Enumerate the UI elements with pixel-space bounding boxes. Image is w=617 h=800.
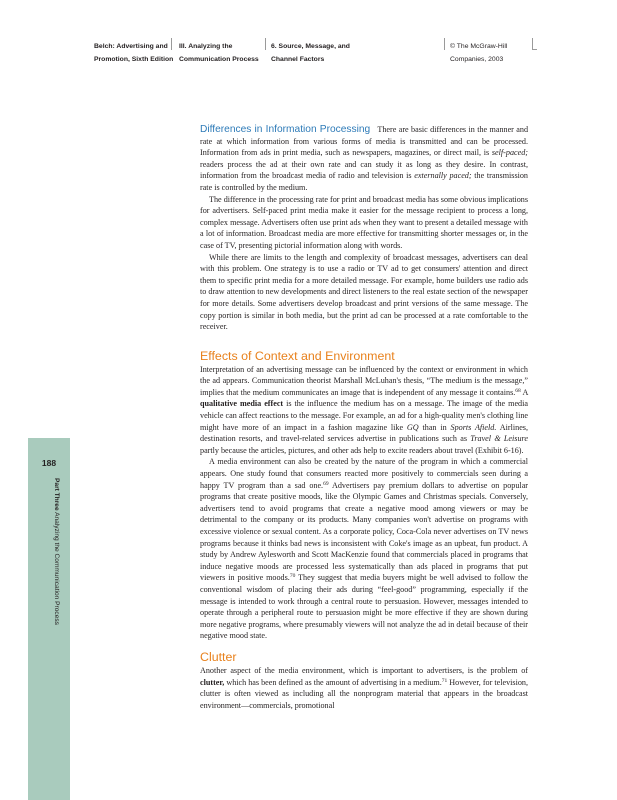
header-book-title bbox=[94, 40, 173, 66]
header-copyright bbox=[450, 40, 507, 66]
section2-heading: Effects of Context and Environment bbox=[200, 348, 395, 363]
header-part-line2: Communication Process bbox=[179, 56, 259, 63]
section1-paragraph2: The difference in the processing rate for print and broadcast media has some obvious implications for advertisers. Self-paced print media make it easier for the message recipient to process a long, complex message. Advertisers often use print ads when they want to present a detailed message with a lot of information. Broadcast media are more effective for transmitting shorter messages or, in the case of TV, presenting pictorial information along with words. bbox=[200, 194, 528, 250]
header-book-line2: Promotion, Sixth Edition bbox=[94, 56, 174, 63]
header-copyright-line2: Companies, 2003 bbox=[450, 56, 504, 63]
header-chapter-line2: Channel Factors bbox=[271, 56, 325, 63]
section1-paragraph1: Differences in Information Processing There are basic differences in the manner and rate at which information from various forms of media is transmitted and can be processed. Information from ads in print media, such as newspapers, magazines, or direct mail, is self-paced; readers process the ad at their own rate and can study it as long as they desire. In contrast, information from the broadcast media of radio and television is externally paced; the transmission rate is controlled by the medium. bbox=[200, 124, 529, 192]
section3-heading: Clutter bbox=[200, 649, 237, 664]
header-copyright-line1: © The McGraw-Hill bbox=[450, 43, 508, 50]
section1-paragraph3: While there are limits to the length and complexity of broadcast messages, advertisers can deal with this problem. One strategy is to use a radio or TV ad to get consumers' attention and direct them to specific print media for a more detailed message. For example, home builders use radio ads to draw attention to new developments and direct listeners to the real estate section of the newspaper for more details. Some advertisers develop broadcast and print versions of the same message. The copy portion is similar in both media, but the print ad can be processed at a rate comfortable to the receiver. bbox=[200, 252, 528, 332]
part-title: Analyzing the Communication Process bbox=[53, 512, 60, 625]
section1-heading: Differences in Information Processing bbox=[200, 124, 371, 135]
header-chapter bbox=[271, 40, 350, 66]
page-number: 188 bbox=[41, 458, 57, 468]
header-divider bbox=[171, 38, 172, 50]
header-divider bbox=[265, 38, 266, 50]
part-label: Part Three bbox=[53, 478, 60, 511]
header-book-line1: Belch: Advertising and bbox=[94, 43, 168, 50]
header-rule bbox=[532, 49, 537, 50]
section3-paragraph1: Another aspect of the media environment, which is important to advertisers, is the problem of clutter, which has been defined as the amount of advertising in a medium.$^{71}$ However, for television, clutter is often viewed as including all the nonprogram material that appears in the broadcast environment—commercials, promotional bbox=[200, 665, 528, 710]
header-chapter-line1: 6. Source, Message, and bbox=[271, 43, 350, 50]
section2-paragraph1: Interpretation of an advertising message can be influenced by the context or environment in which the ad appears. Communication theorist Marshall McLuhan's thesis, “The medium is the message,” implies that the medium communicates an image that is independent of any message it contains.$^{68}$ A qualitative media effect is the influence the medium has on a message. The image of the media vehicle can affect reactions to the message. For example, an ad for a high-quality men's clothing line might have more of an impact in a fashion magazine like GQ than in Sports Afield. Airlines, destination resorts, and travel-related services advertise in publications such as Travel & Leisure partly because the articles, pictures, and other ads help to excite readers about travel (Exhibit 6-16). bbox=[200, 364, 529, 455]
header-divider bbox=[444, 38, 445, 50]
section2-paragraph2: A media environment can also be created by the nature of the program in which a commercial appears. One study found that consumers reacted more positively to commercials seen during a happy TV program than a sad one.$^{69}$ Advertisers pay premium dollars to advertise on popular programs that create positive moods, like the Olympic Games and Christmas specials. Conversely, advertisers tend to avoid programs that create a negative mood among viewers or may be detrimental to the company or its products. Many companies won't advertise on programs with excessive violence or sexual content. As a corporate policy, Coca-Cola never advertises on TV news programs because it thinks bad news is inconsistent with Coke's image as an upbeat, fun product. A study by Andrew Aylesworth and Scott MacKenzie found that commercials placed in programs that induce negative moods are processed less systematically than ads placed in programs that put viewers in positive moods.$^{70}$ They suggest that media buyers might be well advised to follow the conventional wisdom of placing their ads during “feel-good” programming, especially if the message is intended to work through a central route to persuasion. However, messages intended to operate through a peripheral route to persuasion might be more effective if they are shown during more negative programs, where presumably viewers will not analyze the ad in detail because of their negative mood state. bbox=[200, 457, 529, 641]
page-body bbox=[200, 124, 528, 711]
header-part-line1: III. Analyzing the bbox=[179, 43, 233, 50]
part-sidebar bbox=[50, 478, 62, 673]
header-part bbox=[179, 40, 259, 66]
margin-band bbox=[28, 438, 70, 800]
